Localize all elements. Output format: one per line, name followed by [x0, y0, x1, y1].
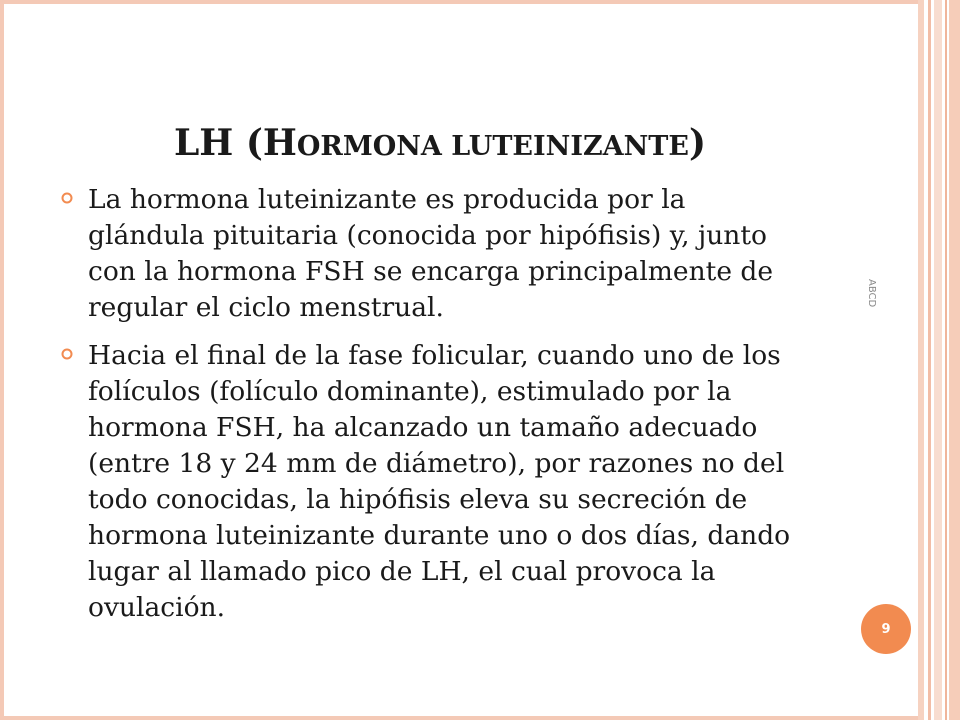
bullet-ring-icon — [60, 191, 74, 205]
side-label: ABCD — [866, 279, 877, 308]
bullet-list — [60, 182, 810, 638]
bullet-text: La hormona luteinizante es producida por la glándula pituitaria (conocida por hipófisis) y, junto con la hormona FSH se encarga principalmente de regular el ciclo menstrual. — [88, 184, 774, 323]
slide-frame-left — [0, 0, 4, 720]
slide-frame-bottom — [0, 716, 920, 720]
slide-title: LH (HORMONA LUTEINIZANTE) — [173, 122, 707, 165]
bullet-item — [60, 182, 810, 326]
slide-frame-top — [0, 0, 920, 4]
bullet-text: Hacia el final de la fase folicular, cuando uno de los folículos (folículo dominante), estimulado por la hormona FSH, ha alcanzado un tamaño adecuado (entre 18 y 24 mm de diámetro), por razones no del todo conocidas, la hipófisis eleva su secreción de hormona luteinizante durante uno o dos días, dando lugar al llamado pico de LH, el cual provoca la ovulación. — [88, 340, 791, 623]
bullet-ring-icon — [60, 347, 74, 361]
bullet-item — [60, 338, 810, 626]
page-number-badge: 9 — [861, 604, 911, 654]
